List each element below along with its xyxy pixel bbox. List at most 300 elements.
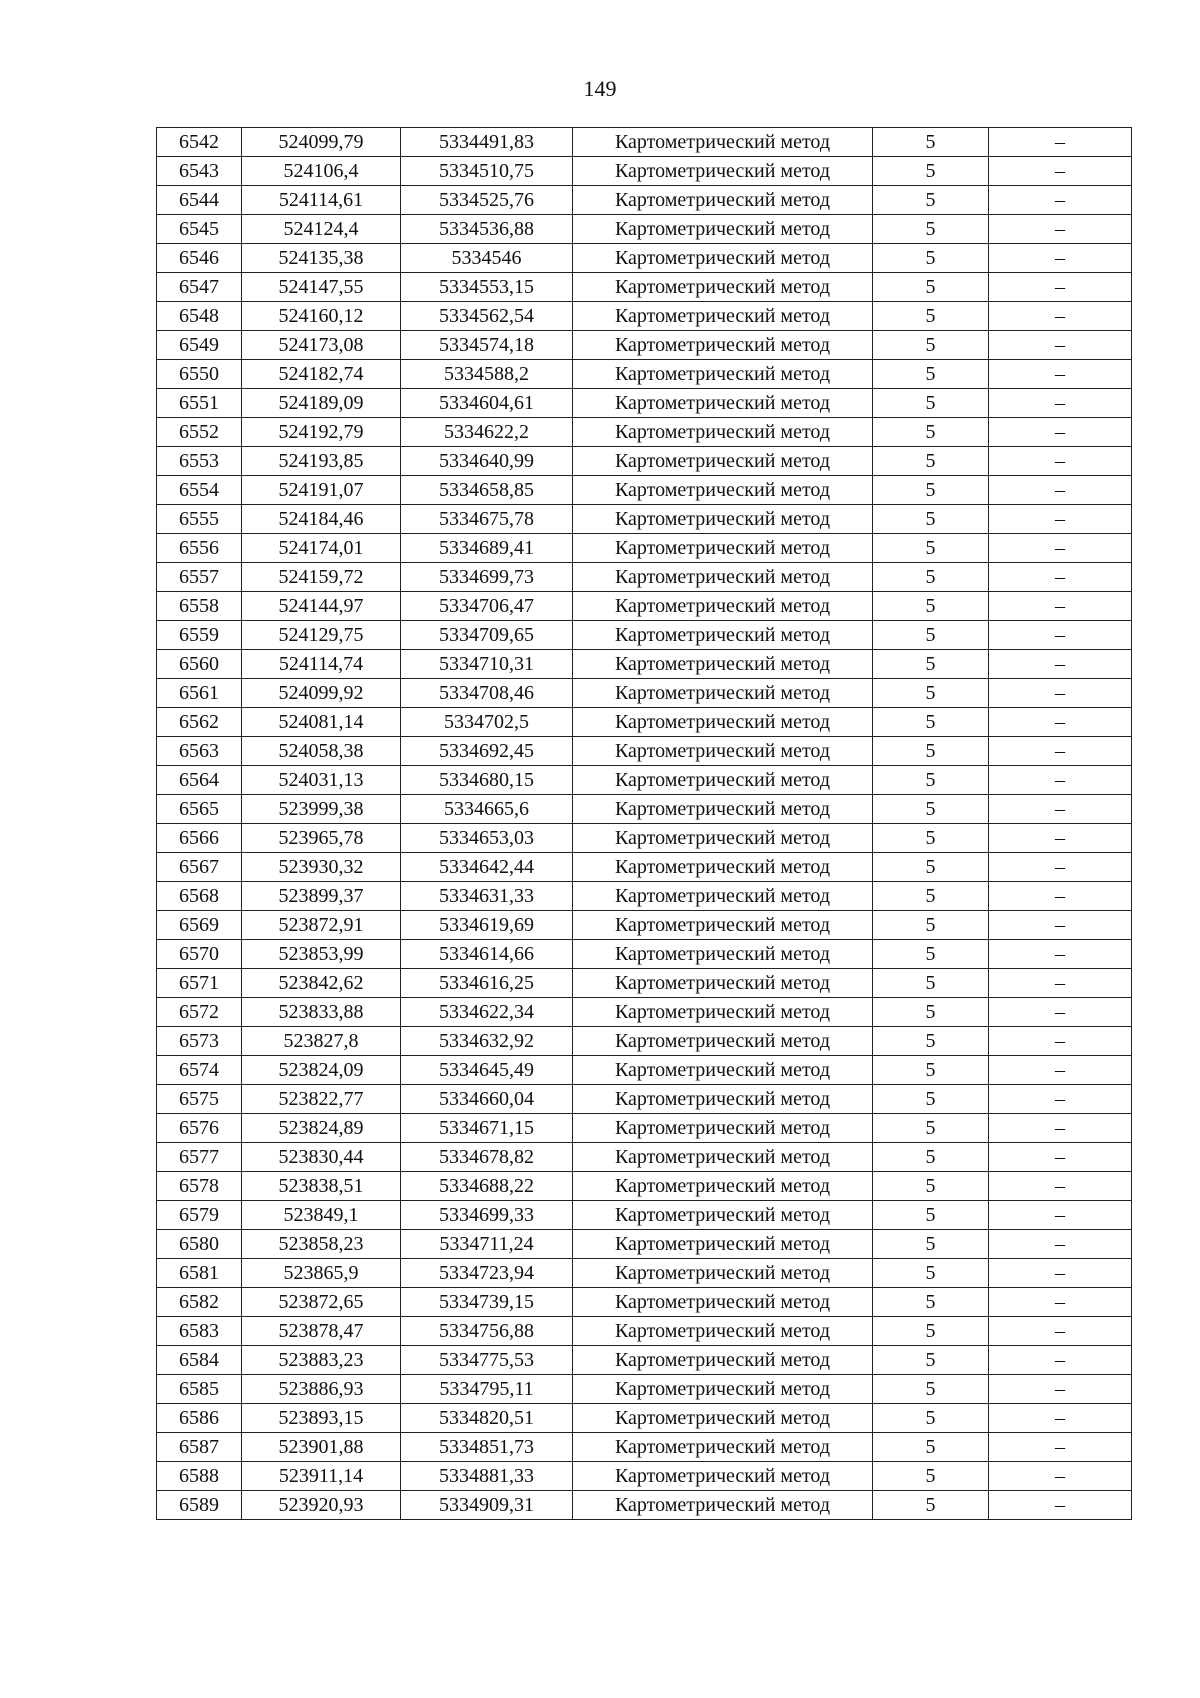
point-number-cell: 6580 xyxy=(157,1230,242,1259)
method-cell: Картометрический метод xyxy=(573,737,873,766)
x-coordinate-cell: 524124,4 xyxy=(242,215,401,244)
extra-cell: – xyxy=(989,302,1132,331)
table-row xyxy=(157,998,1132,1027)
x-coordinate-cell: 523901,88 xyxy=(242,1433,401,1462)
x-coordinate-cell: 523849,1 xyxy=(242,1201,401,1230)
point-number-cell: 6568 xyxy=(157,882,242,911)
extra-cell: – xyxy=(989,853,1132,882)
table-row xyxy=(157,302,1132,331)
method-cell: Картометрический метод xyxy=(573,1114,873,1143)
x-coordinate-cell: 523911,14 xyxy=(242,1462,401,1491)
extra-cell: – xyxy=(989,1027,1132,1056)
point-number-cell: 6583 xyxy=(157,1317,242,1346)
x-coordinate-cell: 523833,88 xyxy=(242,998,401,1027)
method-cell: Картометрический метод xyxy=(573,1288,873,1317)
accuracy-cell: 5 xyxy=(873,1346,989,1375)
point-number-cell: 6586 xyxy=(157,1404,242,1433)
extra-cell: – xyxy=(989,1201,1132,1230)
y-coordinate-cell: 5334795,11 xyxy=(401,1375,573,1404)
y-coordinate-cell: 5334881,33 xyxy=(401,1462,573,1491)
accuracy-cell: 5 xyxy=(873,128,989,157)
table-row xyxy=(157,331,1132,360)
x-coordinate-cell: 523878,47 xyxy=(242,1317,401,1346)
table-row xyxy=(157,737,1132,766)
table-row xyxy=(157,1491,1132,1520)
extra-cell: – xyxy=(989,824,1132,853)
y-coordinate-cell: 5334653,03 xyxy=(401,824,573,853)
y-coordinate-cell: 5334574,18 xyxy=(401,331,573,360)
point-number-cell: 6582 xyxy=(157,1288,242,1317)
point-number-cell: 6553 xyxy=(157,447,242,476)
method-cell: Картометрический метод xyxy=(573,273,873,302)
table-row xyxy=(157,911,1132,940)
method-cell: Картометрический метод xyxy=(573,824,873,853)
extra-cell: – xyxy=(989,534,1132,563)
y-coordinate-cell: 5334692,45 xyxy=(401,737,573,766)
coordinates-table xyxy=(156,127,1132,1520)
y-coordinate-cell: 5334660,04 xyxy=(401,1085,573,1114)
method-cell: Картометрический метод xyxy=(573,1027,873,1056)
table-row xyxy=(157,1085,1132,1114)
accuracy-cell: 5 xyxy=(873,186,989,215)
table-row xyxy=(157,505,1132,534)
x-coordinate-cell: 524114,74 xyxy=(242,650,401,679)
accuracy-cell: 5 xyxy=(873,302,989,331)
y-coordinate-cell: 5334909,31 xyxy=(401,1491,573,1520)
point-number-cell: 6579 xyxy=(157,1201,242,1230)
method-cell: Картометрический метод xyxy=(573,1404,873,1433)
y-coordinate-cell: 5334631,33 xyxy=(401,882,573,911)
x-coordinate-cell: 523824,89 xyxy=(242,1114,401,1143)
x-coordinate-cell: 523886,93 xyxy=(242,1375,401,1404)
table-row xyxy=(157,1346,1132,1375)
method-cell: Картометрический метод xyxy=(573,1172,873,1201)
x-coordinate-cell: 524159,72 xyxy=(242,563,401,592)
point-number-cell: 6573 xyxy=(157,1027,242,1056)
extra-cell: – xyxy=(989,360,1132,389)
accuracy-cell: 5 xyxy=(873,1172,989,1201)
x-coordinate-cell: 523842,62 xyxy=(242,969,401,998)
method-cell: Картометрический метод xyxy=(573,1085,873,1114)
accuracy-cell: 5 xyxy=(873,273,989,302)
method-cell: Картометрический метод xyxy=(573,331,873,360)
method-cell: Картометрический метод xyxy=(573,534,873,563)
point-number-cell: 6584 xyxy=(157,1346,242,1375)
y-coordinate-cell: 5334614,66 xyxy=(401,940,573,969)
method-cell: Картометрический метод xyxy=(573,766,873,795)
table-row xyxy=(157,1143,1132,1172)
method-cell: Картометрический метод xyxy=(573,969,873,998)
point-number-cell: 6566 xyxy=(157,824,242,853)
method-cell: Картометрический метод xyxy=(573,360,873,389)
accuracy-cell: 5 xyxy=(873,824,989,853)
y-coordinate-cell: 5334671,15 xyxy=(401,1114,573,1143)
extra-cell: – xyxy=(989,157,1132,186)
extra-cell: – xyxy=(989,1288,1132,1317)
point-number-cell: 6560 xyxy=(157,650,242,679)
method-cell: Картометрический метод xyxy=(573,1433,873,1462)
x-coordinate-cell: 524031,13 xyxy=(242,766,401,795)
y-coordinate-cell: 5334665,6 xyxy=(401,795,573,824)
x-coordinate-cell: 523865,9 xyxy=(242,1259,401,1288)
table-body xyxy=(157,128,1132,1520)
y-coordinate-cell: 5334756,88 xyxy=(401,1317,573,1346)
y-coordinate-cell: 5334491,83 xyxy=(401,128,573,157)
x-coordinate-cell: 523872,65 xyxy=(242,1288,401,1317)
point-number-cell: 6570 xyxy=(157,940,242,969)
y-coordinate-cell: 5334562,54 xyxy=(401,302,573,331)
point-number-cell: 6565 xyxy=(157,795,242,824)
table-row xyxy=(157,360,1132,389)
accuracy-cell: 5 xyxy=(873,766,989,795)
method-cell: Картометрический метод xyxy=(573,215,873,244)
extra-cell: – xyxy=(989,1114,1132,1143)
extra-cell: – xyxy=(989,563,1132,592)
method-cell: Картометрический метод xyxy=(573,940,873,969)
accuracy-cell: 5 xyxy=(873,737,989,766)
y-coordinate-cell: 5334775,53 xyxy=(401,1346,573,1375)
method-cell: Картометрический метод xyxy=(573,244,873,273)
accuracy-cell: 5 xyxy=(873,1404,989,1433)
x-coordinate-cell: 524114,61 xyxy=(242,186,401,215)
extra-cell: – xyxy=(989,998,1132,1027)
table-row xyxy=(157,969,1132,998)
x-coordinate-cell: 523999,38 xyxy=(242,795,401,824)
extra-cell: – xyxy=(989,1375,1132,1404)
page-number: 149 xyxy=(583,76,617,101)
extra-cell: – xyxy=(989,505,1132,534)
table-row xyxy=(157,418,1132,447)
table-row xyxy=(157,476,1132,505)
extra-cell: – xyxy=(989,621,1132,650)
method-cell: Картометрический метод xyxy=(573,853,873,882)
y-coordinate-cell: 5334616,25 xyxy=(401,969,573,998)
y-coordinate-cell: 5334619,69 xyxy=(401,911,573,940)
accuracy-cell: 5 xyxy=(873,679,989,708)
point-number-cell: 6564 xyxy=(157,766,242,795)
table-row xyxy=(157,1056,1132,1085)
method-cell: Картометрический метод xyxy=(573,505,873,534)
method-cell: Картометрический метод xyxy=(573,157,873,186)
method-cell: Картометрический метод xyxy=(573,563,873,592)
accuracy-cell: 5 xyxy=(873,1375,989,1404)
y-coordinate-cell: 5334510,75 xyxy=(401,157,573,186)
x-coordinate-cell: 524174,01 xyxy=(242,534,401,563)
extra-cell: – xyxy=(989,273,1132,302)
method-cell: Картометрический метод xyxy=(573,1056,873,1085)
y-coordinate-cell: 5334851,73 xyxy=(401,1433,573,1462)
extra-cell: – xyxy=(989,1056,1132,1085)
table-row xyxy=(157,1230,1132,1259)
x-coordinate-cell: 523930,32 xyxy=(242,853,401,882)
extra-cell: – xyxy=(989,679,1132,708)
point-number-cell: 6551 xyxy=(157,389,242,418)
x-coordinate-cell: 523858,23 xyxy=(242,1230,401,1259)
accuracy-cell: 5 xyxy=(873,1462,989,1491)
method-cell: Картометрический метод xyxy=(573,795,873,824)
table-row xyxy=(157,534,1132,563)
table-row xyxy=(157,1317,1132,1346)
x-coordinate-cell: 523824,09 xyxy=(242,1056,401,1085)
method-cell: Картометрический метод xyxy=(573,1230,873,1259)
table-row xyxy=(157,882,1132,911)
point-number-cell: 6587 xyxy=(157,1433,242,1462)
accuracy-cell: 5 xyxy=(873,795,989,824)
table-row xyxy=(157,1404,1132,1433)
method-cell: Картометрический метод xyxy=(573,650,873,679)
point-number-cell: 6559 xyxy=(157,621,242,650)
x-coordinate-cell: 524058,38 xyxy=(242,737,401,766)
extra-cell: – xyxy=(989,795,1132,824)
x-coordinate-cell: 523899,37 xyxy=(242,882,401,911)
table-row xyxy=(157,1433,1132,1462)
x-coordinate-cell: 523893,15 xyxy=(242,1404,401,1433)
y-coordinate-cell: 5334820,51 xyxy=(401,1404,573,1433)
table-row xyxy=(157,563,1132,592)
point-number-cell: 6575 xyxy=(157,1085,242,1114)
method-cell: Картометрический метод xyxy=(573,418,873,447)
y-coordinate-cell: 5334710,31 xyxy=(401,650,573,679)
x-coordinate-cell: 524184,46 xyxy=(242,505,401,534)
method-cell: Картометрический метод xyxy=(573,998,873,1027)
x-coordinate-cell: 524160,12 xyxy=(242,302,401,331)
accuracy-cell: 5 xyxy=(873,1114,989,1143)
point-number-cell: 6543 xyxy=(157,157,242,186)
x-coordinate-cell: 524106,4 xyxy=(242,157,401,186)
table-row xyxy=(157,824,1132,853)
extra-cell: – xyxy=(989,737,1132,766)
table-row xyxy=(157,1201,1132,1230)
table-row xyxy=(157,244,1132,273)
x-coordinate-cell: 524173,08 xyxy=(242,331,401,360)
y-coordinate-cell: 5334553,15 xyxy=(401,273,573,302)
extra-cell: – xyxy=(989,969,1132,998)
x-coordinate-cell: 524129,75 xyxy=(242,621,401,650)
method-cell: Картометрический метод xyxy=(573,679,873,708)
accuracy-cell: 5 xyxy=(873,998,989,1027)
y-coordinate-cell: 5334711,24 xyxy=(401,1230,573,1259)
method-cell: Картометрический метод xyxy=(573,1346,873,1375)
point-number-cell: 6562 xyxy=(157,708,242,737)
method-cell: Картометрический метод xyxy=(573,621,873,650)
extra-cell: – xyxy=(989,389,1132,418)
accuracy-cell: 5 xyxy=(873,360,989,389)
table-row xyxy=(157,1462,1132,1491)
x-coordinate-cell: 524191,07 xyxy=(242,476,401,505)
x-coordinate-cell: 524189,09 xyxy=(242,389,401,418)
extra-cell: – xyxy=(989,1259,1132,1288)
point-number-cell: 6545 xyxy=(157,215,242,244)
accuracy-cell: 5 xyxy=(873,447,989,476)
extra-cell: – xyxy=(989,418,1132,447)
point-number-cell: 6552 xyxy=(157,418,242,447)
extra-cell: – xyxy=(989,940,1132,969)
table-row xyxy=(157,1288,1132,1317)
accuracy-cell: 5 xyxy=(873,969,989,998)
y-coordinate-cell: 5334709,65 xyxy=(401,621,573,650)
x-coordinate-cell: 523965,78 xyxy=(242,824,401,853)
y-coordinate-cell: 5334622,2 xyxy=(401,418,573,447)
extra-cell: – xyxy=(989,1143,1132,1172)
method-cell: Картометрический метод xyxy=(573,911,873,940)
accuracy-cell: 5 xyxy=(873,505,989,534)
x-coordinate-cell: 524144,97 xyxy=(242,592,401,621)
point-number-cell: 6585 xyxy=(157,1375,242,1404)
y-coordinate-cell: 5334699,33 xyxy=(401,1201,573,1230)
y-coordinate-cell: 5334688,22 xyxy=(401,1172,573,1201)
table-row xyxy=(157,186,1132,215)
extra-cell: – xyxy=(989,447,1132,476)
method-cell: Картометрический метод xyxy=(573,708,873,737)
point-number-cell: 6574 xyxy=(157,1056,242,1085)
table-row xyxy=(157,795,1132,824)
extra-cell: – xyxy=(989,1462,1132,1491)
y-coordinate-cell: 5334658,85 xyxy=(401,476,573,505)
x-coordinate-cell: 524099,92 xyxy=(242,679,401,708)
point-number-cell: 6544 xyxy=(157,186,242,215)
method-cell: Картометрический метод xyxy=(573,1143,873,1172)
method-cell: Картометрический метод xyxy=(573,1462,873,1491)
y-coordinate-cell: 5334680,15 xyxy=(401,766,573,795)
x-coordinate-cell: 524182,74 xyxy=(242,360,401,389)
table-row xyxy=(157,1027,1132,1056)
accuracy-cell: 5 xyxy=(873,621,989,650)
table-row xyxy=(157,621,1132,650)
x-coordinate-cell: 523920,93 xyxy=(242,1491,401,1520)
extra-cell: – xyxy=(989,766,1132,795)
accuracy-cell: 5 xyxy=(873,1259,989,1288)
point-number-cell: 6557 xyxy=(157,563,242,592)
y-coordinate-cell: 5334525,76 xyxy=(401,186,573,215)
x-coordinate-cell: 524081,14 xyxy=(242,708,401,737)
extra-cell: – xyxy=(989,1346,1132,1375)
table-row xyxy=(157,940,1132,969)
method-cell: Картометрический метод xyxy=(573,302,873,331)
extra-cell: – xyxy=(989,1404,1132,1433)
extra-cell: – xyxy=(989,708,1132,737)
point-number-cell: 6556 xyxy=(157,534,242,563)
extra-cell: – xyxy=(989,186,1132,215)
point-number-cell: 6572 xyxy=(157,998,242,1027)
accuracy-cell: 5 xyxy=(873,476,989,505)
method-cell: Картометрический метод xyxy=(573,186,873,215)
table-row xyxy=(157,766,1132,795)
point-number-cell: 6554 xyxy=(157,476,242,505)
point-number-cell: 6569 xyxy=(157,911,242,940)
extra-cell: – xyxy=(989,882,1132,911)
table-row xyxy=(157,447,1132,476)
method-cell: Картометрический метод xyxy=(573,1201,873,1230)
method-cell: Картометрический метод xyxy=(573,447,873,476)
accuracy-cell: 5 xyxy=(873,708,989,737)
accuracy-cell: 5 xyxy=(873,1085,989,1114)
x-coordinate-cell: 524193,85 xyxy=(242,447,401,476)
point-number-cell: 6577 xyxy=(157,1143,242,1172)
x-coordinate-cell: 523838,51 xyxy=(242,1172,401,1201)
extra-cell: – xyxy=(989,650,1132,679)
y-coordinate-cell: 5334640,99 xyxy=(401,447,573,476)
table-row xyxy=(157,1172,1132,1201)
y-coordinate-cell: 5334604,61 xyxy=(401,389,573,418)
accuracy-cell: 5 xyxy=(873,563,989,592)
x-coordinate-cell: 523830,44 xyxy=(242,1143,401,1172)
method-cell: Картометрический метод xyxy=(573,1259,873,1288)
point-number-cell: 6576 xyxy=(157,1114,242,1143)
method-cell: Картометрический метод xyxy=(573,882,873,911)
table-row xyxy=(157,389,1132,418)
extra-cell: – xyxy=(989,911,1132,940)
extra-cell: – xyxy=(989,1085,1132,1114)
table-row xyxy=(157,1259,1132,1288)
x-coordinate-cell: 523883,23 xyxy=(242,1346,401,1375)
accuracy-cell: 5 xyxy=(873,534,989,563)
point-number-cell: 6546 xyxy=(157,244,242,273)
point-number-cell: 6548 xyxy=(157,302,242,331)
x-coordinate-cell: 523872,91 xyxy=(242,911,401,940)
extra-cell: – xyxy=(989,1172,1132,1201)
point-number-cell: 6567 xyxy=(157,853,242,882)
accuracy-cell: 5 xyxy=(873,650,989,679)
accuracy-cell: 5 xyxy=(873,853,989,882)
y-coordinate-cell: 5334678,82 xyxy=(401,1143,573,1172)
table-row xyxy=(157,157,1132,186)
accuracy-cell: 5 xyxy=(873,592,989,621)
x-coordinate-cell: 524135,38 xyxy=(242,244,401,273)
method-cell: Картометрический метод xyxy=(573,1375,873,1404)
extra-cell: – xyxy=(989,592,1132,621)
accuracy-cell: 5 xyxy=(873,244,989,273)
accuracy-cell: 5 xyxy=(873,882,989,911)
accuracy-cell: 5 xyxy=(873,331,989,360)
x-coordinate-cell: 523853,99 xyxy=(242,940,401,969)
table-row xyxy=(157,650,1132,679)
table-row xyxy=(157,708,1132,737)
method-cell: Картометрический метод xyxy=(573,1317,873,1346)
accuracy-cell: 5 xyxy=(873,1317,989,1346)
accuracy-cell: 5 xyxy=(873,1201,989,1230)
y-coordinate-cell: 5334588,2 xyxy=(401,360,573,389)
table-row xyxy=(157,215,1132,244)
point-number-cell: 6542 xyxy=(157,128,242,157)
y-coordinate-cell: 5334632,92 xyxy=(401,1027,573,1056)
point-number-cell: 6561 xyxy=(157,679,242,708)
y-coordinate-cell: 5334642,44 xyxy=(401,853,573,882)
accuracy-cell: 5 xyxy=(873,1230,989,1259)
y-coordinate-cell: 5334536,88 xyxy=(401,215,573,244)
table-row xyxy=(157,592,1132,621)
extra-cell: – xyxy=(989,215,1132,244)
x-coordinate-cell: 524099,79 xyxy=(242,128,401,157)
y-coordinate-cell: 5334702,5 xyxy=(401,708,573,737)
accuracy-cell: 5 xyxy=(873,1143,989,1172)
x-coordinate-cell: 524147,55 xyxy=(242,273,401,302)
x-coordinate-cell: 524192,79 xyxy=(242,418,401,447)
y-coordinate-cell: 5334675,78 xyxy=(401,505,573,534)
x-coordinate-cell: 523822,77 xyxy=(242,1085,401,1114)
point-number-cell: 6549 xyxy=(157,331,242,360)
accuracy-cell: 5 xyxy=(873,1433,989,1462)
accuracy-cell: 5 xyxy=(873,1491,989,1520)
method-cell: Картометрический метод xyxy=(573,1491,873,1520)
y-coordinate-cell: 5334622,34 xyxy=(401,998,573,1027)
table-row xyxy=(157,1114,1132,1143)
point-number-cell: 6588 xyxy=(157,1462,242,1491)
y-coordinate-cell: 5334723,94 xyxy=(401,1259,573,1288)
extra-cell: – xyxy=(989,1317,1132,1346)
y-coordinate-cell: 5334708,46 xyxy=(401,679,573,708)
method-cell: Картометрический метод xyxy=(573,128,873,157)
method-cell: Картометрический метод xyxy=(573,592,873,621)
